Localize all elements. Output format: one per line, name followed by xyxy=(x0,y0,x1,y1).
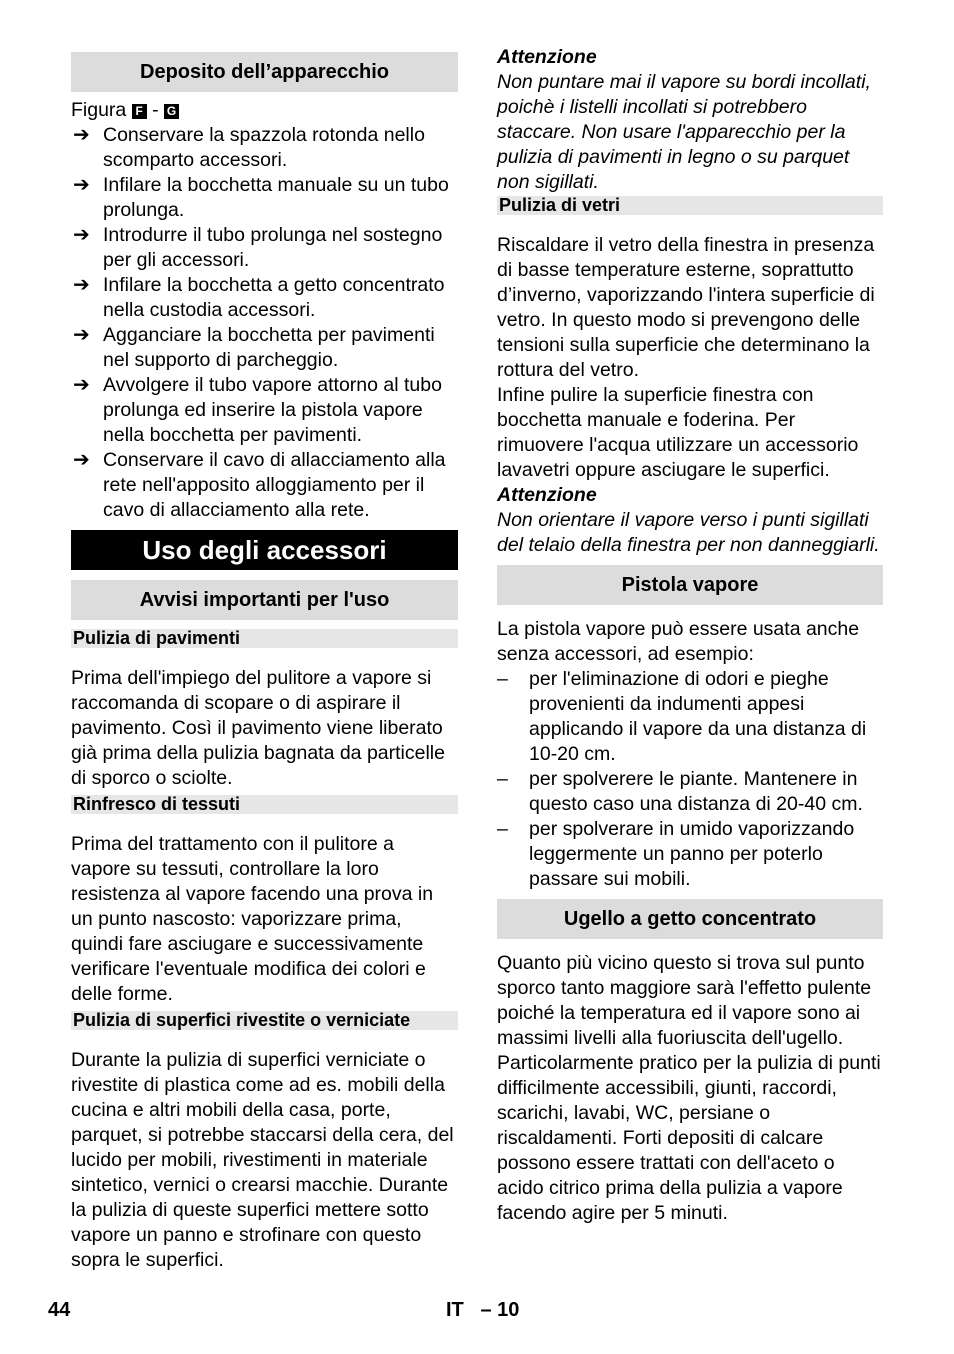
figure-f-badge: F xyxy=(132,104,147,119)
list-item: – per spolverere le piante. Mantenere in questo caso una distanza di 20-40 cm. xyxy=(497,768,863,815)
paragraph-tessuti: Prima del trattamento con il pulitore a vapore su tessuti, controllare la loro resistenza al vapore facendo una prova in un punto nascosto: vaporizzare prima, quindi fare asciugare e successivamente verificare l'eventuale modifica dei colori e delle forme. xyxy=(71,833,434,1005)
chapter-title: Uso degli accessori xyxy=(71,530,458,570)
attention-label-2: Attenzione xyxy=(497,484,597,506)
arrow-right-icon: ➔ xyxy=(73,124,90,146)
list-item: ➔ Conservare il cavo di allacciamento alla rete nell'apposito alloggiamento per il cavo di allacciamento alla rete. xyxy=(73,449,446,521)
subsection-title-superfici: Pulizia di superfici rivestite o verniciate xyxy=(71,1011,458,1030)
list-item: ➔ Introdurre il tubo prolunga nel sostegno per gli accessori. xyxy=(73,224,443,271)
attention-label-1: Attenzione xyxy=(497,46,597,68)
page-number: 44 xyxy=(48,1299,71,1321)
list-item: – per l'eliminazione di odori e pieghe provenienti da indumenti appesi applicando il vapore da una distanza di 10-20 cm. xyxy=(497,668,867,765)
list-item: – per spolverare in umido vaporizzando leggermente un panno per poterlo passare sui mobili. xyxy=(497,818,855,890)
arrow-right-icon: ➔ xyxy=(73,224,90,246)
section-title-ugello: Ugello a getto concentrato xyxy=(497,899,883,939)
figure-reference xyxy=(71,98,458,123)
list-item: ➔ Infilare la bocchetta manuale su un tubo prolunga. xyxy=(73,174,449,221)
list-item: ➔ Avvolgere il tubo vapore attorno al tubo prolunga ed inserire la pistola vapore nella bocchetta per pavimenti. xyxy=(73,374,442,446)
dash-bullet: – xyxy=(497,668,508,690)
arrow-right-icon: ➔ xyxy=(73,174,90,196)
paragraph-ugello: Quanto più vicino questo si trova sul punto sporco tanto maggiore sarà l'effetto pulente poiché la temperatura ed il vapore sono ai massimi livelli alla fuoriuscita dell'ugello. Particolarmente pratico per la pulizia di punti difficilmente accessibili, giunti, raccordi, scarichi, lavabi, WC, persiane o riscaldamenti. Forti depositi di calcare possono essere trattati con dell'aceto o acido citrico prima della pulizia a vapore facendo agire per 5 minuti. xyxy=(497,952,881,1224)
right-column xyxy=(497,45,883,1226)
subsection-title-pavimenti: Pulizia di pavimenti xyxy=(71,629,458,648)
paragraph-vetri-2: Infine pulire la superficie finestra con bocchetta manuale e foderina. Per rimuovere l'acqua utilizzare un accessorio lavavetri oppure asciugare le superfici. xyxy=(497,384,859,481)
section-title-avvisi: Avvisi importanti per l'uso xyxy=(71,580,458,620)
dash-bullet: – xyxy=(497,818,508,840)
figure-g-badge: G xyxy=(164,104,179,119)
arrow-right-icon: ➔ xyxy=(73,449,90,471)
paragraph-superfici: Durante la pulizia di superfici verniciate o rivestite di plastica come ad es. mobili della cucina e altri mobili della casa, porte, parquet, si potrebbe staccarsi della cera, del lucido per mobili, rivestimenti in materiale sintetico, vernici o crearsi macchie. Durante la pulizia di queste superfici mettere sotto vapore un panno e strofinare con questo sopra le superfici. xyxy=(71,1049,454,1271)
arrow-right-icon: ➔ xyxy=(73,374,90,396)
figure-label: Figura xyxy=(71,99,127,121)
left-column xyxy=(71,45,458,1273)
language-page-label: IT – 10 xyxy=(446,1299,520,1321)
subsection-title-vetri: Pulizia di vetri xyxy=(497,196,883,215)
dash-bullet: – xyxy=(497,768,508,790)
paragraph-pavimenti: Prima dell'impiego del pulitore a vapore si raccomanda di scopare o di aspirare il pavimento. Così il pavimento viene liberato già prima della pulizia bagnata da particelle di sporco o sciolte. xyxy=(71,667,445,789)
subsection-title-tessuti: Rinfresco di tessuti xyxy=(71,795,458,814)
paragraph-vetri-1: Riscaldare il vetro della finestra in presenza di basse temperature esterne, soprattutto d’inverno, vaporizzando l'intera superficie di vetro. In questo modo si prevengono delle tensioni sulla superficie che determinano la rottura del vetro. xyxy=(497,234,875,381)
list-item: ➔ Conservare la spazzola rotonda nello scomparto accessori. xyxy=(73,124,425,171)
attention-text-2: Non orientare il vapore verso i punti sigillati del telaio della finestra per non danneggiarli. xyxy=(497,509,880,556)
figure-separator: - xyxy=(152,99,159,121)
paragraph-pistola-intro: La pistola vapore può essere usata anche senza accessori, ad esempio: xyxy=(497,618,860,665)
attention-text-1: Non puntare mai il vapore su bordi incollati, poichè i listelli incollati si potrebbero staccare. Non usare l'apparecchio per la pulizia di pavimenti in legno o su parquet non sigillati. xyxy=(497,71,871,193)
list-item: ➔ Agganciare la bocchetta per pavimenti nel supporto di parcheggio. xyxy=(73,324,435,371)
list-item: ➔ Infilare la bocchetta a getto concentrato nella custodia accessori. xyxy=(73,274,445,321)
arrow-right-icon: ➔ xyxy=(73,274,90,296)
arrow-right-icon: ➔ xyxy=(73,324,90,346)
section-title-deposito: Deposito dell’apparecchio xyxy=(71,52,458,92)
deposit-steps-list xyxy=(71,123,458,523)
gun-uses-list xyxy=(497,667,883,892)
section-title-pistola: Pistola vapore xyxy=(497,565,883,605)
